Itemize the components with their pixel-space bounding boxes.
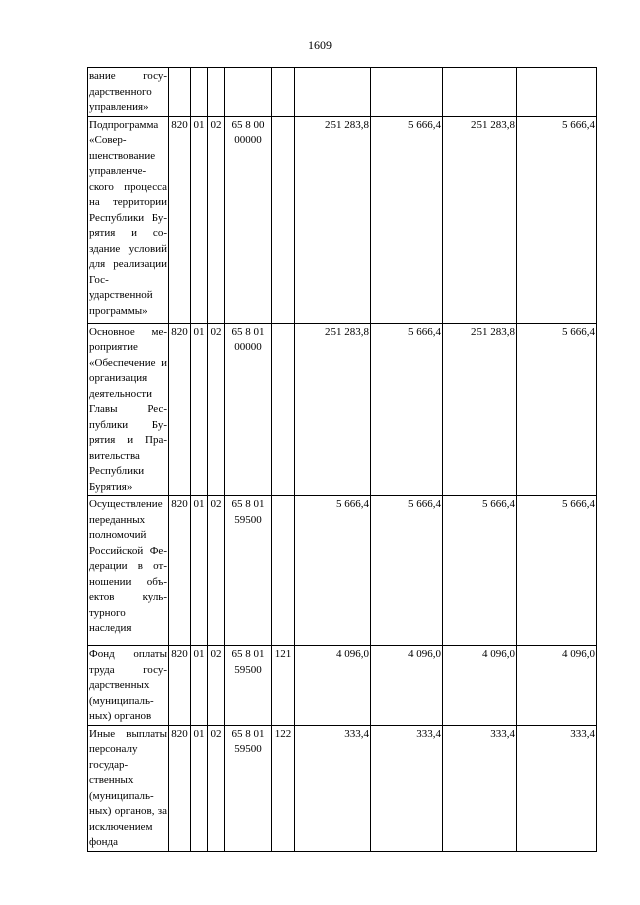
cell-sum-4: 5 666,4 [517, 323, 597, 496]
cell-sum-1: 251 283,8 [295, 323, 371, 496]
cell-ministry: 820 [169, 646, 191, 726]
table-row [88, 68, 597, 117]
cell-name: Подпрограмма «Совершенствование управленческого процесса на территории Республики Бурятия и создание условий для реализации Государственной программы» [88, 116, 169, 323]
cell-sum-4 [517, 68, 597, 117]
cell-subsection: 02 [208, 323, 225, 496]
cell-sum-1 [295, 68, 371, 117]
cell-expense-type: 122 [272, 725, 295, 851]
cell-sum-1: 5 666,4 [295, 496, 371, 646]
cell-sum-3: 4 096,0 [443, 646, 517, 726]
cell-name: Иные выплаты персоналу государственных (муниципальных) органов, за исключением фонда [88, 725, 169, 851]
table-row [88, 323, 597, 496]
cell-section: 01 [191, 496, 208, 646]
cell-sum-2 [371, 68, 443, 117]
cell-name: Осуществление переданных полномочий Российской Федерации в отношении объектов культурного наследия [88, 496, 169, 646]
table-row [88, 725, 597, 851]
cell-sum-3: 251 283,8 [443, 116, 517, 323]
cell-sum-2: 4 096,0 [371, 646, 443, 726]
cell-target-article: 65 8 01 59500 [225, 725, 272, 851]
cell-section: 01 [191, 725, 208, 851]
cell-subsection: 02 [208, 725, 225, 851]
cell-sum-2: 333,4 [371, 725, 443, 851]
cell-subsection: 02 [208, 116, 225, 323]
budget-table [87, 67, 597, 852]
table-row [88, 496, 597, 646]
cell-expense-type [272, 68, 295, 117]
cell-sum-3: 251 283,8 [443, 323, 517, 496]
cell-sum-1: 4 096,0 [295, 646, 371, 726]
page-number: 1609 [308, 38, 332, 52]
cell-sum-3 [443, 68, 517, 117]
cell-target-article: 65 8 01 59500 [225, 646, 272, 726]
cell-sum-3: 333,4 [443, 725, 517, 851]
cell-name: вание государственного управления» [88, 68, 169, 117]
cell-section: 01 [191, 116, 208, 323]
cell-ministry: 820 [169, 116, 191, 323]
table-row [88, 646, 597, 726]
cell-expense-type [272, 116, 295, 323]
cell-subsection: 02 [208, 496, 225, 646]
cell-sum-4: 4 096,0 [517, 646, 597, 726]
cell-sum-2: 5 666,4 [371, 496, 443, 646]
cell-name: Основное мероприятие «Обеспечение и организация деятельности Главы Республики Бурятия и Правительства Республики Бурятия» [88, 323, 169, 496]
cell-ministry: 820 [169, 323, 191, 496]
cell-sum-1: 251 283,8 [295, 116, 371, 323]
cell-sum-4: 5 666,4 [517, 116, 597, 323]
cell-section: 01 [191, 323, 208, 496]
cell-expense-type: 121 [272, 646, 295, 726]
cell-sum-4: 5 666,4 [517, 496, 597, 646]
cell-target-article [225, 68, 272, 117]
cell-target-article: 65 8 01 59500 [225, 496, 272, 646]
cell-target-article: 65 8 00 00000 [225, 116, 272, 323]
cell-ministry: 820 [169, 496, 191, 646]
cell-sum-1: 333,4 [295, 725, 371, 851]
cell-ministry [169, 68, 191, 117]
cell-sum-2: 5 666,4 [371, 116, 443, 323]
cell-target-article: 65 8 01 00000 [225, 323, 272, 496]
cell-subsection: 02 [208, 646, 225, 726]
cell-expense-type [272, 496, 295, 646]
cell-sum-4: 333,4 [517, 725, 597, 851]
cell-section: 01 [191, 646, 208, 726]
cell-section [191, 68, 208, 117]
cell-name: Фонд оплаты труда государственных (муниципальных) органов [88, 646, 169, 726]
cell-sum-3: 5 666,4 [443, 496, 517, 646]
cell-subsection [208, 68, 225, 117]
cell-ministry: 820 [169, 725, 191, 851]
table-row [88, 116, 597, 323]
cell-expense-type [272, 323, 295, 496]
cell-sum-2: 5 666,4 [371, 323, 443, 496]
